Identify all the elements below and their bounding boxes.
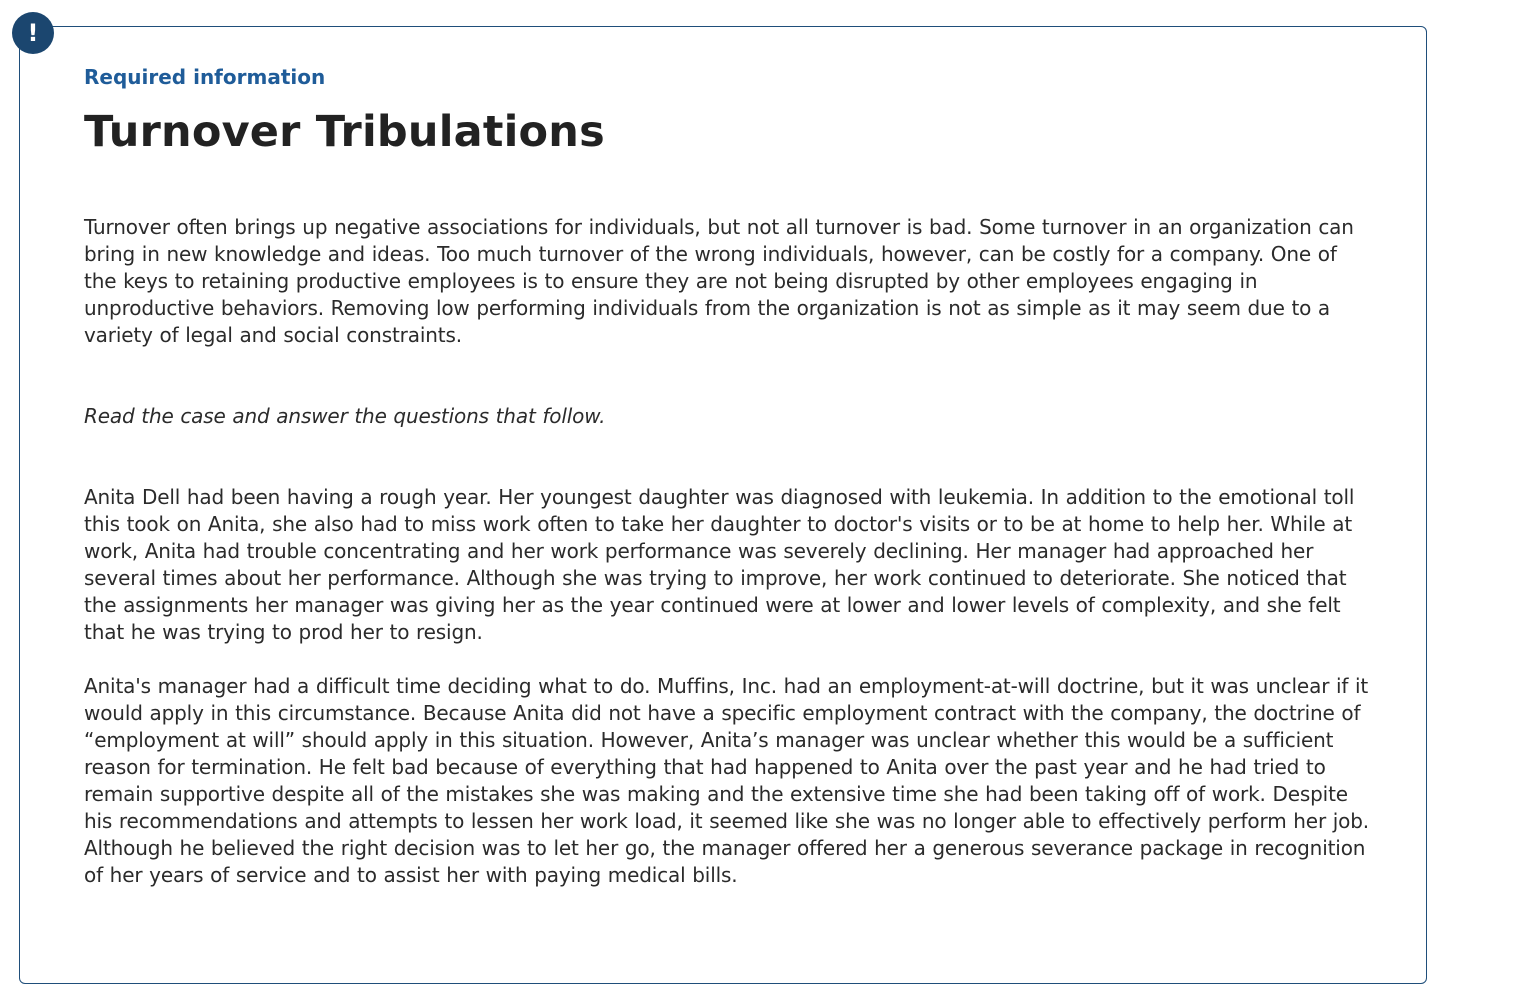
intro-paragraph: Turnover often brings up negative associations for individuals, but not all turnover is bad. Some turnover in an organization can bring in new knowledge and ideas. Too much turnover of the wrong individuals, however, can be costly for a company. One of the keys to retaining productive employees is to ensure they are not being disrupted by other employees engaging in unproductive behaviors. Removing low performing individuals from the organization is not as simple as it may seem due to a variety of legal and social constraints. — [84, 215, 1354, 347]
required-information-card — [19, 26, 1427, 984]
case-paragraph-2: Anita's manager had a difficult time deciding what to do. Muffins, Inc. had an employment-at-will doctrine, but it was unclear if it would apply in this circumstance. Because Anita did not have a specific employment contract with the company, the doctrine of “employment at will” should apply in this situation. However, Anita’s manager was unclear whether this would be a sufficient reason for termination. He felt bad because of everything that had happened to Anita over the past year and he had tried to remain supportive despite all of the mistakes she was making and the extensive time she had been taking off of work. Despite his recommendations and attempts to lessen her work load, it seemed like she was no longer able to effectively perform her job. Although he believed the right decision was to let her go, the manager offered her a generous severance package in recognition of her years of service and to assist her with paying medical bills. — [84, 674, 1369, 887]
exclamation-icon: ! — [12, 12, 54, 54]
case-paragraph-1: Anita Dell had been having a rough year. Her youngest daughter was diagnosed with leukemia. In addition to the emotional toll this took on Anita, she also had to miss work often to take her daughter to doctor's visits or to be at home to help her. While at work, Anita had trouble concentrating and her work performance was severely declining. Her manager had approached her several times about her performance. Although she was trying to improve, her work continued to deteriorate. She noticed that the assignments her manager was giving her as the year continued were at lower and lower levels of complexity, and she felt that he was trying to prod her to resign. — [84, 485, 1355, 644]
instruction-text: Read the case and answer the questions that follow. — [84, 404, 606, 428]
case-title: Turnover Tribulations — [84, 107, 605, 157]
required-information-label: Required information — [84, 65, 326, 89]
